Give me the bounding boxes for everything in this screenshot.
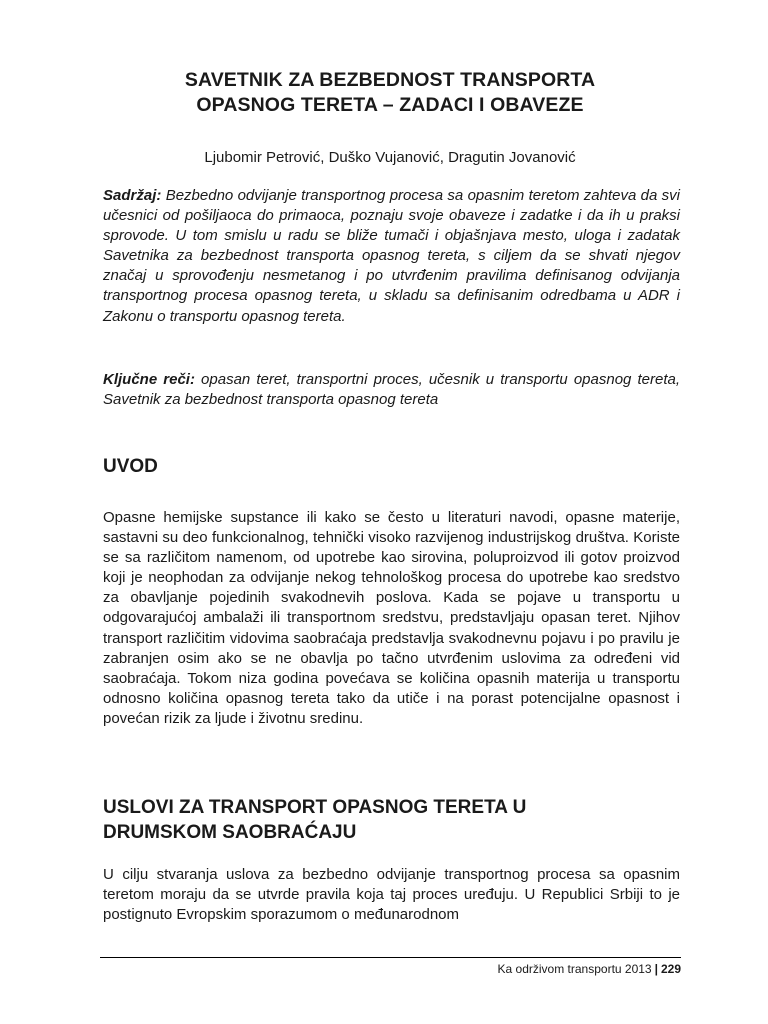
keywords: [103, 370, 680, 410]
paper-title: [100, 68, 680, 118]
abstract-text: Bezbedno odvijanje transportnog procesa sa opasnim teretom zahteva da svi učesnici od pošiljaoca do primaoca, poznaju svoje obaveze i zadatke i da ih u praksi sprovode. U tom smislu u radu se bliže tumači i objašnjava mesto, uloga i zadatak Savetnika za bezbednost transporta opasnog tereta, s ciljem da se shvati njegov značaj u sprovođenju nesmetanog i po utvrđenim pravilima definisanog odvijanja transportnog procesa opasnog tereta, u skladu sa definisanim odredbama u ADR i Zakonu o transportu opasnog tereta.: [103, 187, 680, 325]
paper-authors: Ljubomir Petrović, Duško Vujanović, Dragutin Jovanović: [204, 149, 576, 166]
footer-rule: [100, 957, 681, 958]
paper-title-line-2: OPASNOG TERETA – ZADACI I OBAVEZE: [196, 94, 584, 116]
section-heading-uslovi: [103, 795, 663, 845]
keywords-text: opasan teret, transportni proces, učesnik u transportu opasnog tereta, Savetnik za bezbednost transporta opasnog tereta: [103, 371, 681, 409]
section-heading-uvod: UVOD: [103, 456, 158, 477]
section-body-uslovi: U cilju stvaranja uslova za bezbedno odvijanje transportnog procesa sa opasnim teretom moraju da se utvrde pravila koja taj proces uređuju. U Republici Srbiji to je postignuto Evropskim sporazumom o međunarodnom: [103, 866, 680, 924]
keywords-label: Ključne reči:: [103, 371, 195, 388]
paper-title-line-1: SAVETNIK ZA BEZBEDNOST TRANSPORTA: [184, 69, 596, 91]
section-heading-uslovi-line-1: USLOVI ZA TRANSPORT OPASNOG TERETA U: [103, 797, 527, 818]
section-heading-uslovi-line-2: DRUMSKOM SAOBRAĆAJU: [103, 822, 357, 843]
section-body-uvod: Opasne hemijske supstance ili kako se često u literaturi navodi, opasne materije, sastavni su deo funkcionalnog, tehnički visoko razvijenog industrijskog društva. Koriste se sa različitom namenom, od upotrebe kao sirovina, poluproizvod ili gotov proizvod koji je neophodan za odvijanje nekog tehnološkog procesa do upotrebe kao sredstvo za obavljanje pojedinih svakodnevih poslova. Kada se pojave u transportu u odgovarajućoj ambalaži ili transportnom sredstvu, predstavljaju opasan teret. Njihov transport različitim vidovima saobraćaja predstavlja svakodnevnu pojavu i po pravilu je zabranjen osim ako se ne obavlja po tačno utvrđenim uslovima za određeni vid saobraćaja. Tokom niza godina povećava se količina opasnih materija u transportu odnosno količina opasnog tereta tako da utiče i na porast potencijalne opasnost i povećan rizik za ljude i životnu sredinu.: [103, 509, 680, 727]
footer-separator: |: [654, 962, 658, 976]
abstract-label: Sadržaj:: [103, 187, 162, 204]
page-footer: [100, 961, 681, 977]
footer-journal: Ka održivom transportu 2013: [497, 962, 652, 976]
page-number: 229: [660, 962, 681, 976]
abstract: [103, 186, 680, 327]
